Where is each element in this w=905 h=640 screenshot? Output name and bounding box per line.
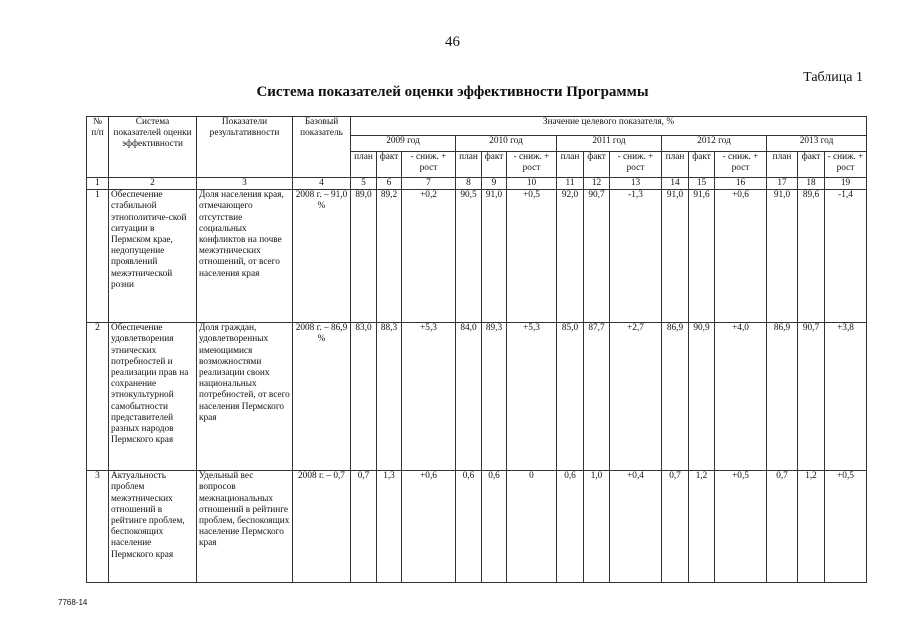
change-value: -1,4 <box>825 190 867 323</box>
table-row <box>87 323 867 471</box>
fact-value: 90,7 <box>584 190 610 323</box>
plan-value: 90,5 <box>456 190 482 323</box>
plan-value: 86,9 <box>662 323 689 471</box>
change-value: +5,3 <box>507 323 557 471</box>
system-cell: Обеспечение стабильной этнополитиче-ской ситуации в Пермском крае, недопущение проявлений межэтнической розни <box>109 190 197 323</box>
fact-value: 90,7 <box>798 323 825 471</box>
plan-value: 0,7 <box>351 471 377 583</box>
header-fact: факт <box>482 152 507 178</box>
table-row <box>87 471 867 583</box>
header-year: 2010 год <box>456 136 557 152</box>
plan-value: 92,0 <box>557 190 584 323</box>
header-plan: план <box>767 152 798 178</box>
header-change: - сниж. + рост <box>507 152 557 178</box>
plan-value: 86,9 <box>767 323 798 471</box>
change-value: +4,0 <box>715 323 767 471</box>
plan-value: 83,0 <box>351 323 377 471</box>
fact-value: 89,3 <box>482 323 507 471</box>
header-fact: факт <box>798 152 825 178</box>
column-number: 19 <box>825 178 867 190</box>
column-number: 10 <box>507 178 557 190</box>
header-plan: план <box>351 152 377 178</box>
header-plan: план <box>662 152 689 178</box>
indicators-table <box>86 116 867 583</box>
plan-value: 0,7 <box>767 471 798 583</box>
header-year: 2012 год <box>662 136 767 152</box>
page-number: 46 <box>445 34 460 50</box>
header-change: - сниж. + рост <box>715 152 767 178</box>
fact-value: 87,7 <box>584 323 610 471</box>
row-number: 3 <box>87 471 109 583</box>
header-no: № п/п <box>87 117 109 178</box>
column-number: 13 <box>610 178 662 190</box>
header-base: Базовый показатель <box>293 117 351 178</box>
header-change: - сниж. + рост <box>610 152 662 178</box>
column-number: 4 <box>293 178 351 190</box>
change-value: +0,6 <box>715 190 767 323</box>
column-number: 14 <box>662 178 689 190</box>
base-cell: 2008 г. – 0,7 <box>293 471 351 583</box>
change-value: +0,6 <box>402 471 456 583</box>
row-number: 1 <box>87 190 109 323</box>
plan-value: 91,0 <box>662 190 689 323</box>
base-cell: 2008 г. – 91,0 % <box>293 190 351 323</box>
header-change: - сниж. + рост <box>402 152 456 178</box>
column-number: 2 <box>109 178 197 190</box>
change-value: +3,8 <box>825 323 867 471</box>
column-number: 5 <box>351 178 377 190</box>
system-cell: Обеспечение удовлетворения этнических потребностей и реализации прав на сохранение этнокультурной самобытности представителей разных народов Пермского края <box>109 323 197 471</box>
header-fact: факт <box>689 152 715 178</box>
column-number: 11 <box>557 178 584 190</box>
fact-value: 91,6 <box>689 190 715 323</box>
plan-value: 85,0 <box>557 323 584 471</box>
header-year: 2013 год <box>767 136 867 152</box>
indicator-cell: Удельный вес вопросов межнациональных отношений в рейтинге проблем, беспокоящих население Пермского края <box>197 471 293 583</box>
row-number: 2 <box>87 323 109 471</box>
column-number: 16 <box>715 178 767 190</box>
fact-value: 91,0 <box>482 190 507 323</box>
header-system: Система показателей оценки эффективности <box>109 117 197 178</box>
header-plan: план <box>557 152 584 178</box>
change-value: +0,5 <box>825 471 867 583</box>
plan-value: 0,7 <box>662 471 689 583</box>
fact-value: 88,3 <box>377 323 402 471</box>
header-year: 2011 год <box>557 136 662 152</box>
fact-value: 89,2 <box>377 190 402 323</box>
header-fact: факт <box>584 152 610 178</box>
fact-value: 1,2 <box>798 471 825 583</box>
plan-value: 89,0 <box>351 190 377 323</box>
change-value: -1,3 <box>610 190 662 323</box>
column-number: 1 <box>87 178 109 190</box>
plan-value: 84,0 <box>456 323 482 471</box>
header-year: 2009 год <box>351 136 456 152</box>
column-number-row <box>87 178 867 190</box>
change-value: 0 <box>507 471 557 583</box>
change-value: +0,4 <box>610 471 662 583</box>
change-value: +0,5 <box>507 190 557 323</box>
header-fact: факт <box>377 152 402 178</box>
column-number: 15 <box>689 178 715 190</box>
base-cell: 2008 г. – 86,9 % <box>293 323 351 471</box>
header-target: Значение целевого показателя, % <box>351 117 867 136</box>
fact-value: 1,3 <box>377 471 402 583</box>
change-value: +2,7 <box>610 323 662 471</box>
indicator-cell: Доля населения края, отмечающего отсутствие социальных конфликтов на почве межэтнических отношений, от всего населения края <box>197 190 293 323</box>
fact-value: 89,6 <box>798 190 825 323</box>
column-number: 18 <box>798 178 825 190</box>
column-number: 3 <box>197 178 293 190</box>
fact-value: 1,0 <box>584 471 610 583</box>
header-change: - сниж. + рост <box>825 152 867 178</box>
fact-value: 90,9 <box>689 323 715 471</box>
document-code: 7768-14 <box>58 598 88 607</box>
fact-value: 1,2 <box>689 471 715 583</box>
plan-value: 0,6 <box>456 471 482 583</box>
column-number: 7 <box>402 178 456 190</box>
header-indicators: Показатели результативности <box>197 117 293 178</box>
change-value: +5,3 <box>402 323 456 471</box>
column-number: 6 <box>377 178 402 190</box>
table-label: Таблица 1 <box>803 70 863 85</box>
column-number: 12 <box>584 178 610 190</box>
column-number: 9 <box>482 178 507 190</box>
page-title: Система показателей оценки эффективности Программы <box>256 84 649 100</box>
indicator-cell: Доля граждан, удовлетворенных имеющимися возможностями реализации своих национальных потребностей, от всего населения Пермского края <box>197 323 293 471</box>
header-plan: план <box>456 152 482 178</box>
system-cell: Актуальность проблем межэтнических отношений в рейтинге проблем, беспокоящих население Пермского края <box>109 471 197 583</box>
change-value: +0,2 <box>402 190 456 323</box>
plan-value: 91,0 <box>767 190 798 323</box>
fact-value: 0,6 <box>482 471 507 583</box>
change-value: +0,5 <box>715 471 767 583</box>
plan-value: 0,6 <box>557 471 584 583</box>
column-number: 8 <box>456 178 482 190</box>
column-number: 17 <box>767 178 798 190</box>
table-row <box>87 190 867 323</box>
header-row-1 <box>87 117 867 136</box>
